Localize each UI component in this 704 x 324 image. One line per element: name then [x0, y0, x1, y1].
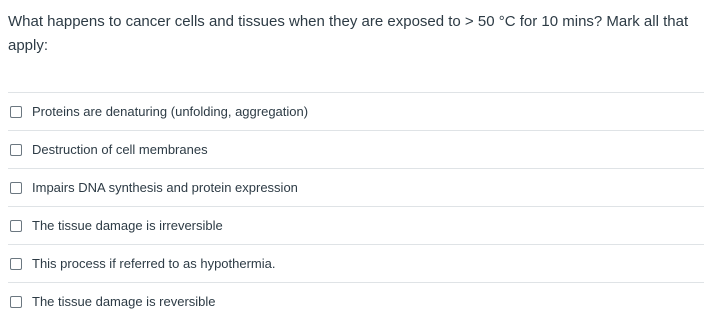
- checkbox[interactable]: [10, 182, 22, 194]
- answer-option[interactable]: [8, 92, 704, 130]
- answer-option[interactable]: [8, 168, 704, 206]
- answer-option[interactable]: [8, 282, 704, 320]
- answer-option[interactable]: [8, 206, 704, 244]
- answer-label: This process if referred to as hypothermia.: [32, 255, 276, 271]
- question-text: What happens to cancer cells and tissues when they are exposed to > 50 °C for 10 mins? Mark all that apply:: [8, 13, 689, 54]
- checkbox[interactable]: [10, 258, 22, 270]
- answer-option[interactable]: [8, 244, 704, 282]
- checkbox[interactable]: [10, 106, 22, 118]
- answer-label: Proteins are denaturing (unfolding, aggregation): [32, 103, 309, 119]
- answer-label: The tissue damage is reversible: [32, 293, 216, 309]
- answer-label: The tissue damage is irreversible: [32, 217, 223, 233]
- answer-label: Impairs DNA synthesis and protein expression: [32, 179, 298, 195]
- checkbox[interactable]: [10, 296, 22, 308]
- answer-list: [8, 92, 704, 320]
- answer-label: Destruction of cell membranes: [32, 141, 208, 157]
- checkbox[interactable]: [10, 220, 22, 232]
- checkbox[interactable]: [10, 144, 22, 156]
- answer-option[interactable]: [8, 130, 704, 168]
